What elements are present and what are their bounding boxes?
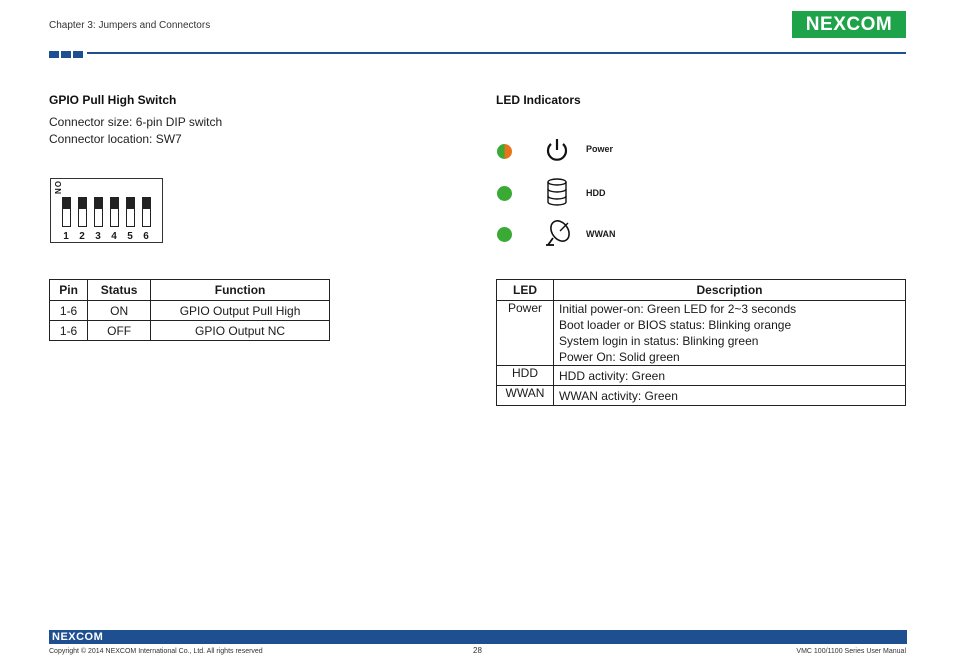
desc-line: Boot loader or BIOS status: Blinking orange [559, 318, 792, 332]
table-cell: OFF [88, 321, 151, 341]
table-cell [554, 366, 906, 386]
dip-switch-3 [94, 197, 103, 227]
table-row [497, 386, 906, 406]
wwan-led [497, 227, 512, 242]
led-label-hdd: HDD [586, 188, 606, 198]
desc-line: HDD activity: Green [559, 368, 666, 383]
nexcom-logo [792, 11, 906, 38]
desc-line: WWAN activity: Green [559, 388, 678, 403]
header-rule [87, 52, 906, 54]
table-header: Description [554, 280, 906, 301]
logo-text: NEXCOM [805, 13, 893, 35]
dip-number: 1 [63, 231, 69, 242]
header-block-3 [73, 51, 83, 58]
header-block-1 [49, 51, 59, 58]
dip-on-label: ON [53, 181, 62, 195]
led-label-wwan: WWAN [586, 229, 616, 239]
table-row [50, 321, 330, 341]
dip-switch-5 [126, 197, 135, 227]
satellite-dish-icon [544, 219, 572, 247]
table-cell: GPIO Output Pull High [151, 301, 330, 321]
copyright: Copyright © 2014 NEXCOM International Co., Ltd. All rights reserved [49, 648, 263, 655]
table-cell: ON [88, 301, 151, 321]
table-row [497, 366, 906, 386]
footer-bar [49, 630, 907, 644]
gpio-connector-size: Connector size: 6-pin DIP switch [49, 115, 223, 129]
table-header: LED [497, 280, 554, 301]
power-icon [544, 137, 570, 164]
desc-line: Initial power-on: Green LED for 2~3 seconds [559, 302, 797, 316]
table-cell [554, 301, 906, 366]
dip-number: 2 [79, 231, 85, 242]
chapter-title: Chapter 3: Jumpers and Connectors [49, 20, 211, 31]
table-cell [554, 386, 906, 406]
hdd-led [497, 186, 512, 201]
header-block-2 [61, 51, 71, 58]
table-row [497, 301, 906, 366]
dip-switch-4 [110, 197, 119, 227]
dip-switch-diagram [50, 178, 163, 243]
dip-switch-6 [142, 197, 151, 227]
gpio-heading: GPIO Pull High Switch [49, 93, 177, 107]
page-number: 28 [473, 646, 482, 655]
led-table [496, 279, 906, 406]
table-header: Pin [50, 280, 88, 301]
table-cell: WWAN [497, 386, 554, 406]
dip-switch-2 [78, 197, 87, 227]
table-row [50, 301, 330, 321]
table-cell: Power [497, 301, 554, 366]
gpio-connector-location: Connector location: SW7 [49, 132, 182, 146]
table-header: Status [88, 280, 151, 301]
power-led [497, 144, 512, 159]
dip-number: 4 [111, 231, 117, 242]
footer-logo: NEXCOM [52, 631, 104, 643]
table-cell: GPIO Output NC [151, 321, 330, 341]
desc-line: System login in status: Blinking green [559, 334, 759, 348]
database-icon [546, 178, 568, 206]
dip-number: 3 [95, 231, 101, 242]
dip-number: 5 [127, 231, 133, 242]
table-header: Function [151, 280, 330, 301]
desc-line: Power On: Solid green [559, 350, 680, 364]
dip-switch-1 [62, 197, 71, 227]
gpio-table [49, 279, 330, 341]
dip-number: 6 [143, 231, 149, 242]
table-cell: HDD [497, 366, 554, 386]
table-cell: 1-6 [50, 321, 88, 341]
table-cell: 1-6 [50, 301, 88, 321]
led-label-power: Power [586, 144, 614, 154]
manual-title: VMC 100/1100 Series User Manual [796, 648, 906, 655]
led-heading: LED Indicators [496, 93, 581, 107]
